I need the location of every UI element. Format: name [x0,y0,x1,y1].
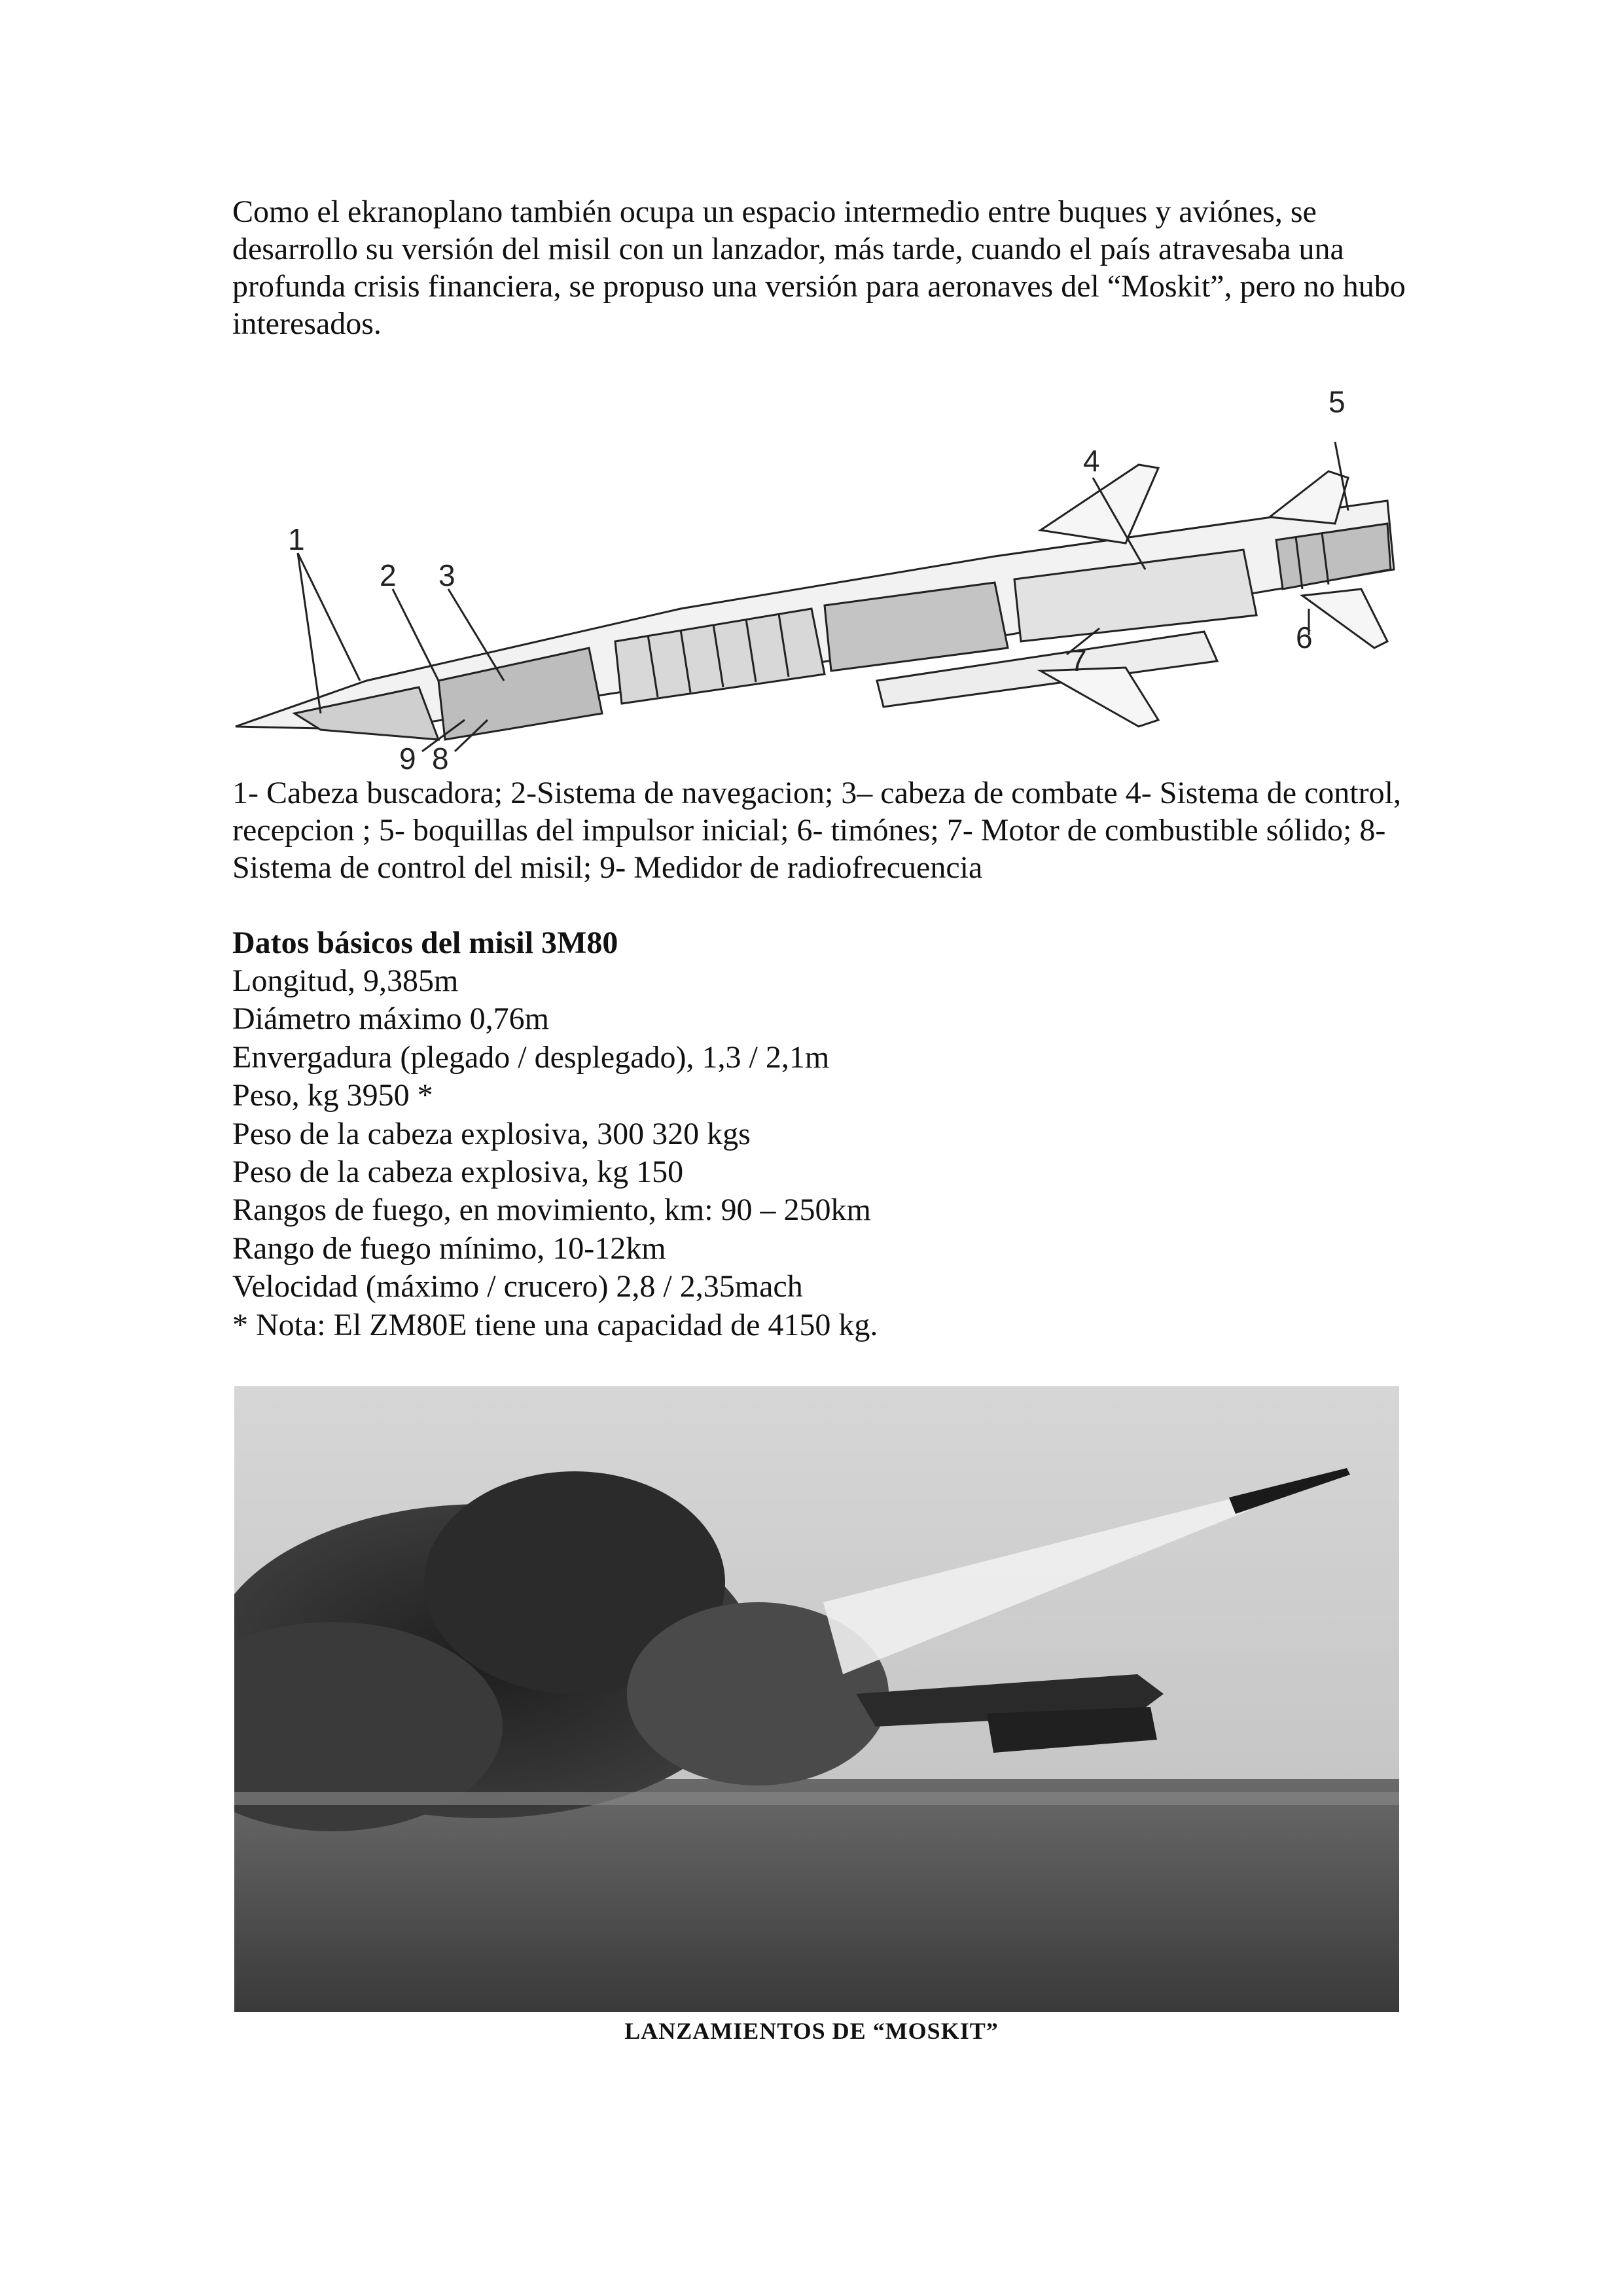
diagram-label-2: 2 [380,558,397,592]
diagram-label-3: 3 [438,558,455,592]
diagram-caption: 1- Cabeza buscadora; 2-Sistema de navegacion; 3– cabeza de combate 4- Sistema de control, recepcion ; 5- boquillas del impulsor inicial; 6- timónes; 7- Motor de combustible sólido; 8- Sistema de control del misil; 9- Medidor de radiofrecuencia [232,776,1401,885]
data-item: Peso, kg 3950 * [232,1078,433,1113]
data-item: Peso de la cabeza explosiva, kg 150 [232,1155,684,1190]
intro-paragraph: Como el ekranoplano también ocupa un espacio intermedio entre buques y aviónes, se desarrollo su versión del misil con un lanzador, más tarde, cuando el país atravesaba una profunda crisis financiera, se propuso una versión para aeronaves del “Moskit”, pero no hubo interesados. [232,194,1406,341]
data-item: Longitud, 9,385m [232,963,459,998]
diagram-label-5: 5 [1329,385,1346,419]
diagram-label-8: 8 [432,742,449,776]
data-item: Velocidad (máximo / crucero) 2,8 / 2,35mach [232,1269,803,1304]
missile-cutaway-diagram [223,373,1400,785]
data-list [232,962,878,1344]
diagram-label-7: 7 [1070,643,1087,677]
data-item: Rangos de fuego, en movimiento, km: 90 – 250km [232,1193,871,1228]
diagram-label-9: 9 [399,742,416,776]
data-section-title: Datos básicos del misil 3M80 [232,925,618,960]
diagram-label-4: 4 [1083,444,1100,478]
data-item: Peso de la cabeza explosiva, 300 320 kgs [232,1116,751,1151]
data-item: Envergadura (plegado / desplegado), 1,3 / 2,1m [232,1039,830,1075]
data-item: Rango de fuego mínimo, 10-12km [232,1230,666,1266]
diagram-label-1: 1 [288,522,305,556]
diagram-label-6: 6 [1296,620,1313,655]
photo-caption: LANZAMIENTOS DE “MOSKIT” [624,2018,999,2044]
launch-photo [234,1386,1399,2012]
data-item: * Nota: El ZM80E tiene una capacidad de 4150 kg. [232,1307,878,1342]
data-item: Diámetro máximo 0,76m [232,1001,549,1037]
